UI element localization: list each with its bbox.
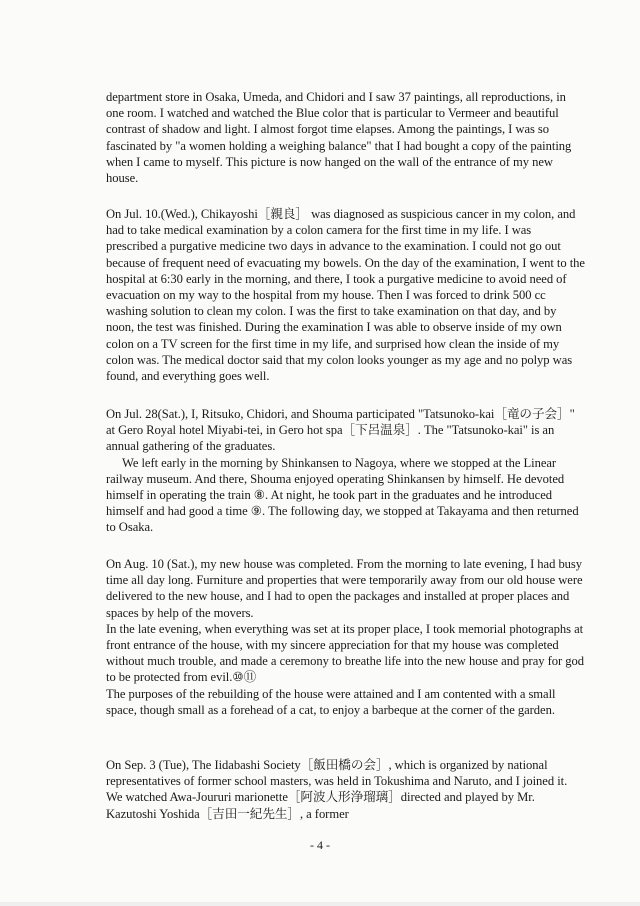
paragraph-iidabashi-society	[106, 757, 586, 822]
paragraph-new-house	[106, 556, 586, 718]
paragraph-text: On Aug. 10 (Sat.), my new house was completed. From the morning to late evening, I had busy time all day long. Furniture and properties that were temporarily away from our old house were delivered to the new house, and I had to open the packages and installed at proper places and spaces by help of the movers.	[106, 557, 583, 620]
paragraph-text: On Jul. 10.(Wed.), Chikayoshi［親良］ was diagnosed as suspicious cancer in my colon, and had to take medical examination by a colon camera for the first time in my life. I was prescribed a purgative medicine two days in advance to the examination. I could not go out because of frequent need of evacuating my bowels. On the day of the examination, I went to the hospital at 6:30 early in the morning, and there, I took a purgative medicine to avoid need of evacuation on my way to the hospital from my house. Then I was forced to drink 500 cc washing solution to clean my colon. I was the first to take examination on that day, and by noon, the test was finished. During the examination I was able to observe inside of my own colon on a TV screen for the first time in my life, and surprised how clean the inside of my colon was. The medical doctor said that my colon looks younger as my age and no polyp was found, and everything goes well.	[106, 207, 585, 384]
paragraph-text: In the late evening, when everything was set at its proper place, I took memorial photographs at front entrance of the house, with my sincere appreciation for that my house was completed without much trouble, and made a ceremony to breathe life into the new house and pray for god to be protected from evil.⑩⑪	[106, 621, 584, 685]
paragraph-tatsunoko-kai	[106, 406, 586, 536]
scan-edge	[0, 902, 640, 906]
paragraph-colon-exam	[106, 206, 586, 384]
paragraph-text: On Sep. 3 (Tue), The Iidabashi Society［飯田橋の会］, which is organized by national representatives of former school masters, was held in Tokushima and Naruto, and I joined it. We watched Awa-Joururi marionette［阿波人形浄瑠璃］directed and played by Mr. Kazutoshi Yoshida［吉田一紀先生］, a former	[106, 758, 568, 821]
paragraph-text: On Jul. 28(Sat.), I, Ritsuko, Chidori, and Shouma participated "Tatsunoko-kai［竜の子会］" at Gero Royal hotel Miyabi-tei, in Gero hot spa［下呂温泉］. The "Tatsunoko-kai" is an annual gathering of the graduates.	[106, 407, 575, 454]
page-number: - 4 -	[310, 838, 330, 852]
paragraph-text: We left early in the morning by Shinkansen to Nagoya, where we stopped at the Linear railway museum. And there, Shouma enjoyed operating Shinkansen by himself. He devoted himself in operating the train ⑧. At night, he took part in the graduates and he introduced himself and had good a time ⑨. The following day, we stopped at Takayama and then returned to Osaka.	[106, 455, 579, 535]
paragraph-text: department store in Osaka, Umeda, and Chidori and I saw 37 paintings, all reproductions, in one room. I watched and watched the Blue color that is particular to Vermeer and beautiful contrast of shadow and light. I almost forgot time elapses. Among the paintings, I was so fascinated by "a women holding a weighing balance" that I had bought a copy of the painting when I came to myself. This picture is now hanged on the wall of the entrance of my new house.	[106, 90, 572, 186]
paragraph-vermeer	[106, 89, 586, 186]
paragraph-text: The purposes of the rebuilding of the house were attained and I am contented with a small space, though small as a forehead of a cat, to enjoy a barbeque at the corner of the garden.	[106, 686, 556, 717]
